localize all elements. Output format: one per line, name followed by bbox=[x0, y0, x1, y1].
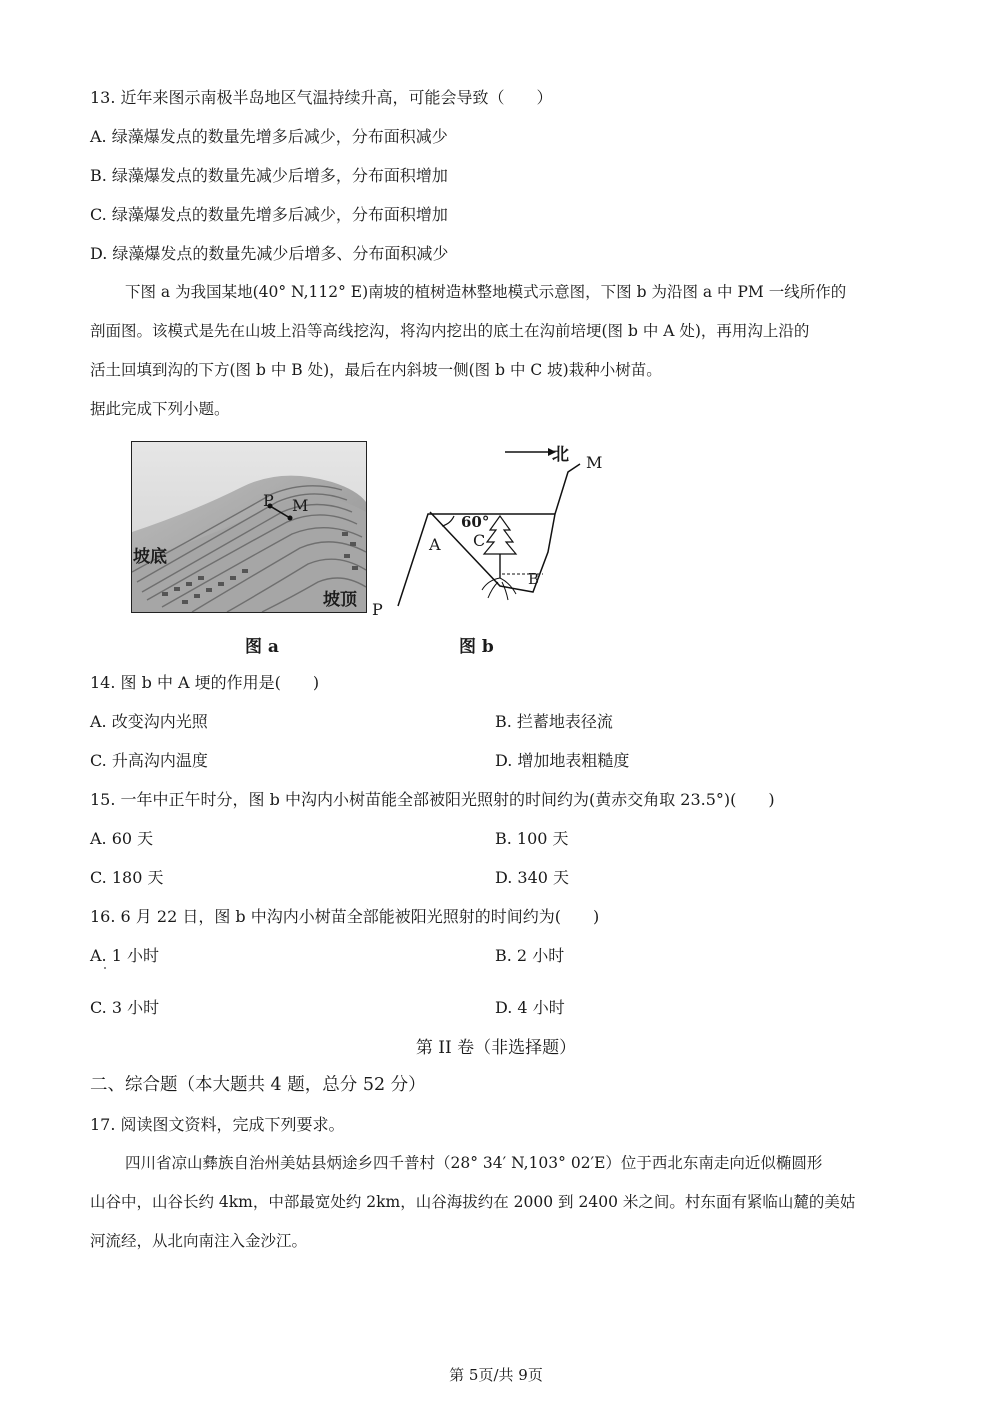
intro-line-2: 剖面图。该模式是先在山坡上沿等高线挖沟，将沟内挖出的底土在沟前培埂(图 b 中 A 处)，再用沟上沿的 bbox=[90, 322, 810, 340]
fig-b-angle: 60° bbox=[461, 513, 490, 531]
fig-b-label-c: C bbox=[473, 531, 486, 550]
fig-b-point-p: P bbox=[372, 600, 383, 619]
q13-option-a: A. 绿藻爆发点的数量先增多后减少，分布面积减少 bbox=[90, 127, 448, 146]
q16-stem: 16. 6 月 22 日，图 b 中沟内小树苗全部能被阳光照射的时间约为( ) bbox=[90, 907, 600, 926]
q15-option-b: B. 100 天 bbox=[495, 829, 569, 848]
figure-b-profile bbox=[370, 438, 610, 623]
q15-option-c: C. 180 天 bbox=[90, 868, 164, 887]
fig-b-north: 北 bbox=[552, 445, 569, 465]
intro-line-3: 活土回填到沟的下方(图 b 中 B 处)，最后在内斜坡一侧(图 b 中 C 坡)栽种小树苗。 bbox=[90, 361, 662, 379]
q16-option-d: D. 4 小时 bbox=[495, 998, 565, 1017]
fig-a-point-m: M bbox=[292, 496, 309, 515]
fig-b-label-a: A bbox=[429, 535, 441, 554]
fig-a-label-top: 坡顶 bbox=[323, 590, 357, 610]
q14-option-b: B. 拦蓄地表径流 bbox=[495, 712, 613, 731]
q14-option-d: D. 增加地表粗糙度 bbox=[495, 751, 630, 770]
q13-option-c: C. 绿藻爆发点的数量先增多后减少，分布面积增加 bbox=[90, 205, 448, 224]
q16-option-a: A. 1 小时 bbox=[90, 946, 159, 965]
fig-b-point-m: M bbox=[586, 453, 603, 472]
stray-dot bbox=[104, 967, 106, 969]
page-footer: 第 5页/共 9页 bbox=[449, 1366, 543, 1384]
q15-stem: 15. 一年中正午时分，图 b 中沟内小树苗能全部被阳光照射的时间约为(黄赤交角取 23.5°)( ) bbox=[90, 790, 775, 809]
q15-option-d: D. 340 天 bbox=[495, 868, 570, 887]
intro-line-1: 下图 a 为我国某地(40° N,112° E)南坡的植树造林整地模式示意图，下图 b 为沿图 a 中 PM 一线所作的 bbox=[125, 283, 847, 301]
q17-line-2: 山谷中，山谷长约 4km，中部最宽处约 2km，山谷海拔约在 2000 到 2400 米之间。村东面有紧临山麓的美姑 bbox=[90, 1193, 856, 1211]
section-heading: 二、综合题（本大题共 4 题，总分 52 分） bbox=[90, 1075, 426, 1095]
q15-option-a: A. 60 天 bbox=[90, 829, 154, 848]
q14-stem: 14. 图 b 中 A 埂的作用是( ) bbox=[90, 673, 320, 692]
intro-prompt: 据此完成下列小题。 bbox=[90, 400, 230, 418]
fig-b-caption: 图 b bbox=[459, 637, 494, 657]
fig-a-point-p: P bbox=[263, 491, 274, 510]
volume-title: 第 II 卷（非选择题） bbox=[415, 1038, 577, 1058]
q13-stem: 13. 近年来图示南极半岛地区气温持续升高，可能会导致（ ） bbox=[90, 88, 553, 107]
q13-option-b: B. 绿藻爆发点的数量先减少后增多，分布面积增加 bbox=[90, 166, 448, 185]
q14-option-c: C. 升高沟内温度 bbox=[90, 751, 208, 770]
q17-line-3: 河流经，从北向南注入金沙江。 bbox=[90, 1232, 308, 1250]
q16-option-b: B. 2 小时 bbox=[495, 946, 565, 965]
fig-a-caption: 图 a bbox=[245, 637, 279, 657]
fig-b-label-b: B bbox=[528, 570, 540, 588]
q14-option-a: A. 改变沟内光照 bbox=[90, 712, 208, 731]
q17-stem: 17. 阅读图文资料，完成下列要求。 bbox=[90, 1115, 345, 1134]
q17-line-1: 四川省凉山彝族自治州美姑县炳途乡四千普村（28° 34′ N,103° 02′E）位于西北东南走向近似椭圆形 bbox=[125, 1154, 823, 1172]
fig-a-label-bottom: 坡底 bbox=[133, 547, 167, 567]
q16-option-c: C. 3 小时 bbox=[90, 998, 160, 1017]
q13-option-d: D. 绿藻爆发点的数量先减少后增多、分布面积减少 bbox=[90, 244, 449, 263]
